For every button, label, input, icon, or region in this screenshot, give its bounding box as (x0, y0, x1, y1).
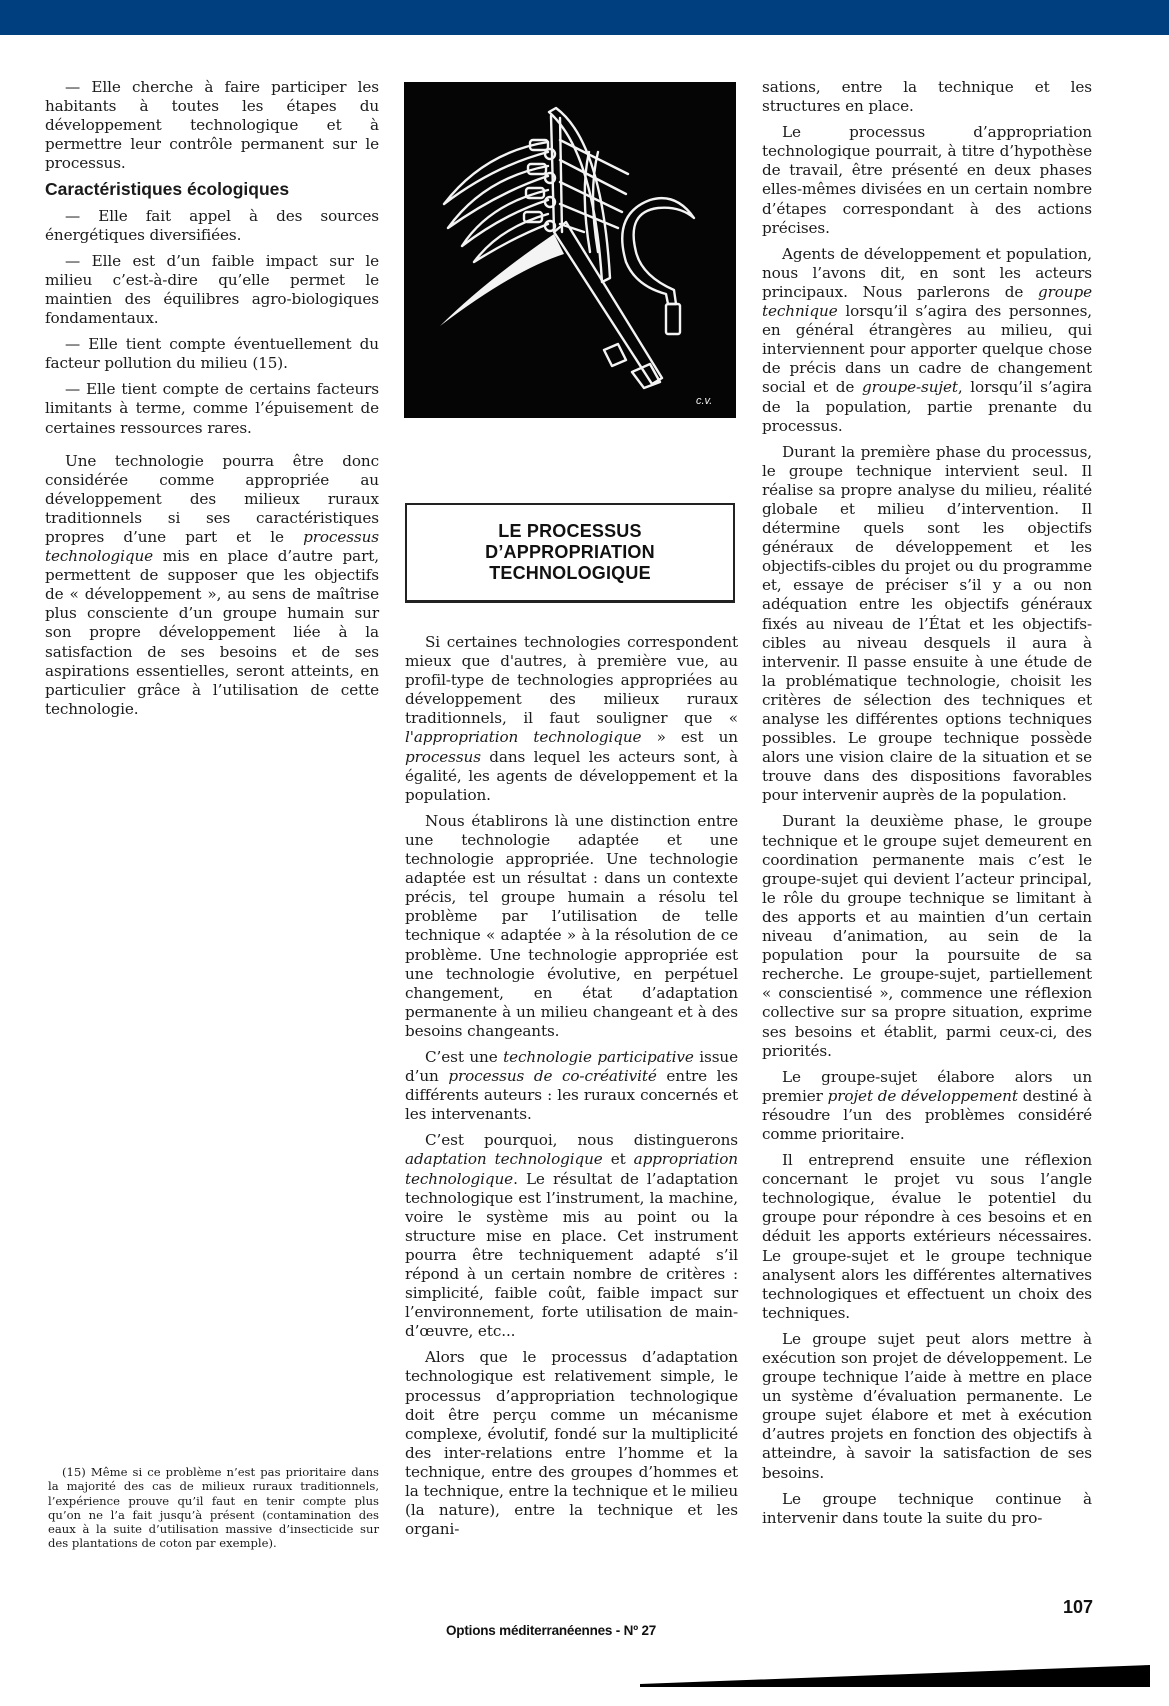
paragraph: C’est pourquoi, nous distinguerons adaptation technologique et appropriation technologique. Le résultat de l’adaptation technologique est l’instrument, la machine, voire le système mis au point ou la structure mise en place. Cet instrument pourra être techniquement adapté s’il répond à un certain nombre de critères : simplicité, faible coût, faible impact sur l’environnement, forte utilisation de main-d’œuvre, etc... (405, 1131, 738, 1341)
paragraph: Le processus d’appropriation technologique pourrait, à titre d’hypothèse de travail, être présenté en deux phases elles-mêmes divisées en un certain nombre d’étapes correspondant à des actions précises. (762, 123, 1092, 237)
decorative-wedge-icon (640, 1665, 1150, 1687)
paragraph: — Elle tient compte de certains facteurs limitants à terme, comme l’épuisement de certaines ressources rares. (45, 380, 379, 437)
paragraph: Le groupe-sujet élabore alors un premier projet de développement destiné à résoudre l’un des problèmes considéré comme prioritaire. (762, 1067, 1092, 1143)
scythe-illustration (404, 82, 736, 418)
section-title-box (405, 503, 735, 603)
page-number: 107 (1063, 1597, 1094, 1617)
paragraph: Durant la deuxième phase, le groupe technique et le groupe sujet demeurent en coordination permanente mais c’est le groupe-sujet qui devient l’acteur principal, le rôle du groupe technique se limitant à des apports et au maintien d’un certain niveau d’animation, au sein de la population pour la poursuite de sa recherche. Le groupe-sujet, partiellement « conscientisé », commence une réflexion collective sur sa propre situation, exprime ses besoins et établit, parmi ceux-ci, des priorités. (762, 812, 1092, 1060)
paragraph: Nous établirons là une distinction entre une technologie adaptée et une technologie appropriée. Une technologie adaptée est un résultat : dans un contexte précis, tel groupe humain a résolu tel problème par l’utilisation de telle technique « adaptée » à la résolution de ce problème. Une technologie appropriée est une technologie évolutive, en perpétuel changement, en état d’adaptation permanente à un milieu changeant et à des besoins changeants. (405, 811, 738, 1040)
figure-signature: c.v. (696, 395, 713, 407)
footnote (48, 1465, 379, 1551)
scythe-sickle-drawing-icon (404, 82, 736, 418)
header-bar (0, 0, 1169, 35)
paragraph: Le groupe technique continue à intervenir dans toute la suite du pro- (762, 1489, 1092, 1527)
paragraph: C’est une technologie participative issue d’un processus de co-créativité entre les différents auteurs : les ruraux concernés et les intervenants. (405, 1047, 738, 1124)
paragraph: sations, entre la technique et les structures en place. (762, 78, 1092, 116)
paragraph: Il entreprend ensuite une réflexion concernant le projet vu sous l’angle technologique, évalue le potentiel du groupe pour répondre à ces besoins et en déduit les apports extérieurs nécessaires. Le groupe-sujet et le groupe technique analysent alors les différentes alternatives technologiques et effectuent un choix des techniques. (762, 1151, 1092, 1322)
paragraph: Durant la première phase du processus, le groupe technique intervient seul. Il réalise sa propre analyse du milieu, réalité globale et milieu d’intervention. Il détermine quels sont les objectifs généraux de développement et les objectifs-cibles du projet ou du programme et, essaye de préciser s’il y a ou non adéquation entre les objectifs généraux fixés au niveau de l’État et les objectifs-cibles au niveau desquels il aura à intervenir. Il passe ensuite à une étude de la problématique technologie, choisit les critères de sélection des techniques et analyse les différentes options techniques possibles. Le groupe technique possède alors une vision claire de la situation et se trouve dans des dispositions favorables pour intervenir auprès de la population. (762, 442, 1092, 805)
footnote-text: (15) Même si ce problème n’est pas prioritaire dans la majorité des cas de milieux ruraux traditionnels, l’expérience prouve qu’il faut en tenir compte plus qu’on ne l’a fait jusqu’à présent (contamination des eaux à la suite d’utilisation massive d’insecticide sur des plantations de coton par exemple). (48, 1465, 379, 1551)
paragraph: Une technologie pourra être donc considérée comme appropriée au développement des milieux ruraux traditionnels si ses caractéristiques propres d’une part et le processus technologique mis en place d’autre part, permettent de supposer que les objectifs de « développement », au sens de maîtrise plus consciente d’un groupe humain sur son propre développement liée à la satisfaction de ses besoins et de ses aspirations essentielles, seront atteints, en particulier grâce à l’utilisation de cette technologie. (45, 451, 379, 718)
column-3 (762, 78, 1092, 1535)
paragraph: — Elle cherche à faire participer les habitants à toutes les étapes du développement technologique et à permettre leur contrôle permanent sur le processus. (45, 78, 379, 173)
paragraph: Agents de développement et population, nous l’avons dit, en sont les acteurs principaux. Nous parlerons de groupe technique lorsqu’il s’agira des personnes, en général étrangères au milieu, qui interviennent pour apporter quelque chose de précis dans un cadre de changement social et de groupe-sujet, lorsqu’il s’agira de la population, partie prenante du processus. (762, 244, 1092, 435)
paragraph: Si certaines technologies correspondent mieux que d'autres, à première vue, au profil-type de technologies appropriées au développement des milieux ruraux traditionnels, il faut souligner que « l'appropriation technologique » est un processus dans lequel les acteurs sont, à égalité, les agents de développement et la population. (405, 633, 738, 804)
section-heading: Caractéristiques écologiques (45, 179, 290, 200)
journal-footer: Options méditerranéennes - Nº 27 (446, 1623, 657, 1638)
column-1 (45, 78, 379, 726)
paragraph: Le groupe sujet peut alors mettre à exécution son projet de développement. Le groupe technique l’aide à mettre en place un système d’évaluation permanente. Le groupe sujet élabore et met à exécution d’autres projets en fonction des objectifs à atteindre, à savoir la satisfaction de ses besoins. (762, 1329, 1092, 1482)
paragraph: — Elle est d’un faible impact sur le milieu c’est-à-dire qu’elle permet le maintien des équilibres agro-biologiques fondamentaux. (45, 251, 379, 328)
paragraph: — Elle tient compte éventuellement du facteur pollution du milieu (15). (45, 335, 379, 373)
section-title: LE PROCESSUS D’APPROPRIATION TECHNOLOGIQUE (485, 521, 655, 583)
column-2 (405, 633, 738, 1546)
paragraph: Alors que le processus d’adaptation technologique est relativement simple, le processus d’appropriation technologique doit être perçu comme un mécanisme complexe, évolutif, fondé sur la multiplicité des inter-relations entre l’homme et la technique, entre des groupes d’hommes et la technique, entre la technique et le milieu (la nature), entre la technique et les organi- (405, 1348, 738, 1539)
paragraph: — Elle fait appel à des sources énergétiques diversifiées. (45, 206, 379, 244)
